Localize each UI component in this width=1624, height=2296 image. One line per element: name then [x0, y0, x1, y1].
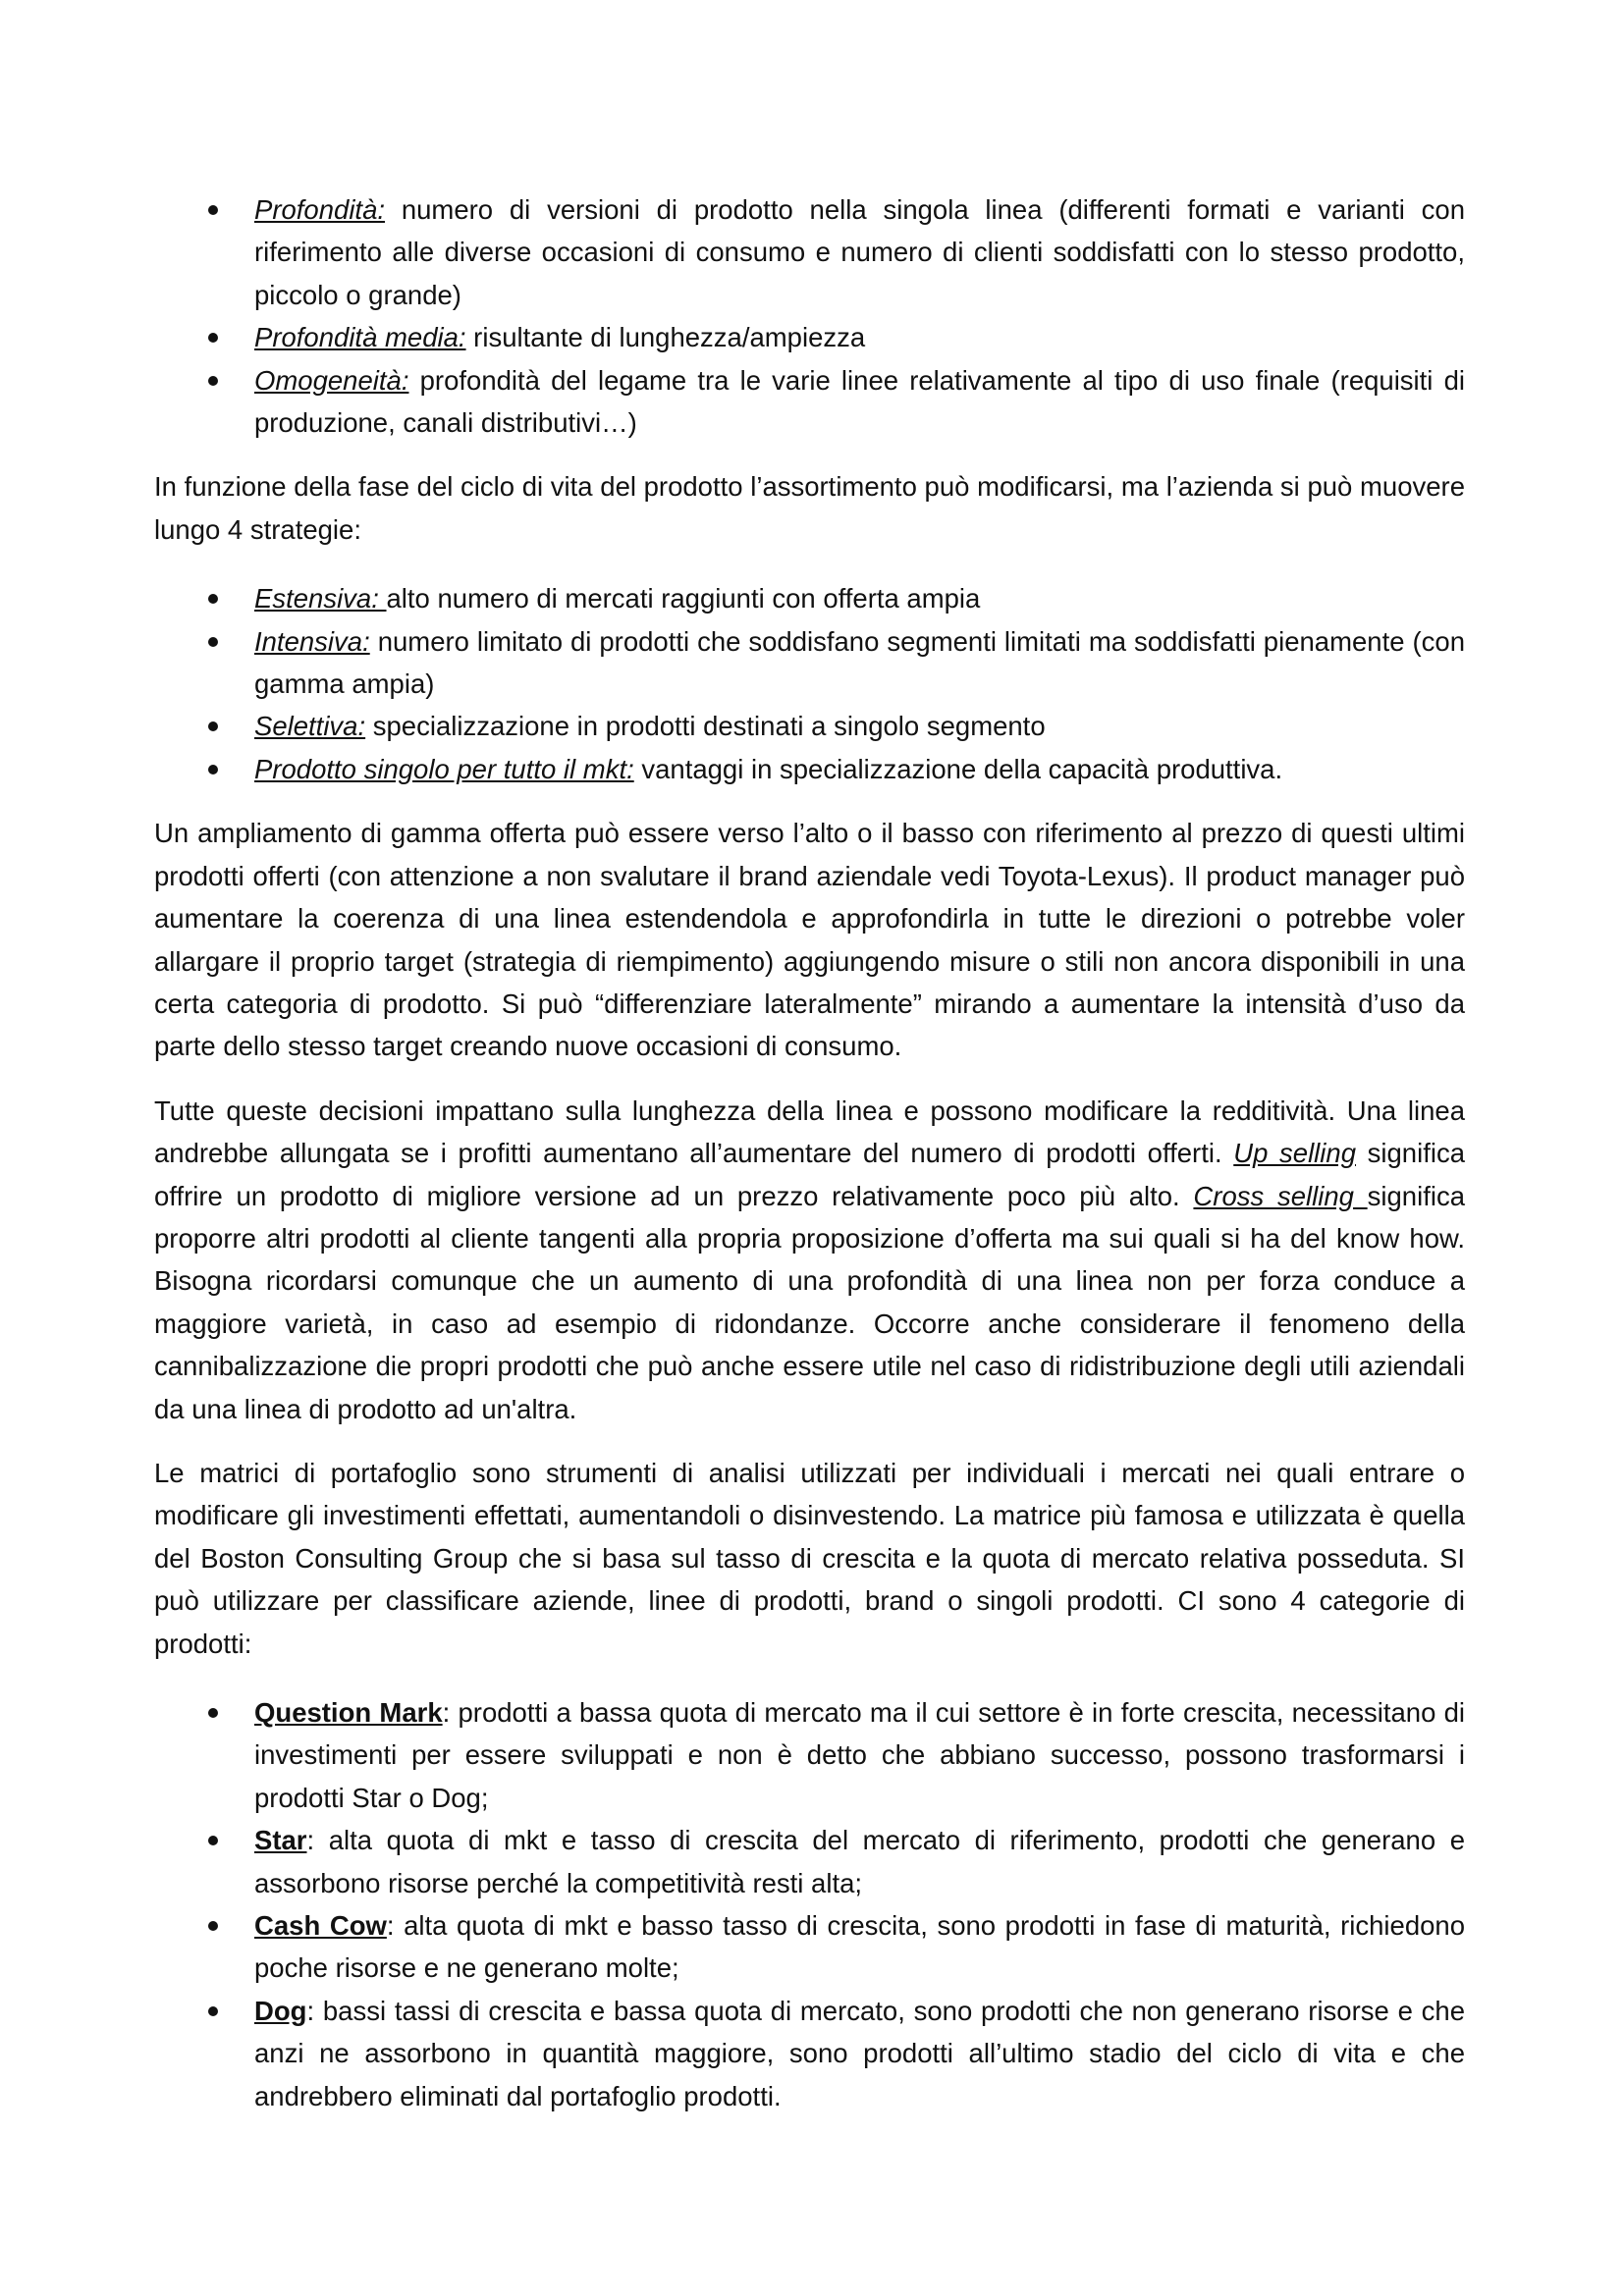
term-up-selling: Up selling: [1233, 1138, 1356, 1169]
item-text: : prodotti a bassa quota di mercato ma il cui settore è in forte crescita, necessitano di investimenti per essere sviluppati e non è detto che abbiano successo, possono trasformarsi i prodotti Star o Dog;: [254, 1697, 1466, 1813]
item-text: alto numero di mercati raggiunti con offerta ampia: [386, 583, 981, 614]
list-item: [154, 1691, 1465, 1819]
term-intensiva: Intensiva:: [254, 625, 370, 657]
item-text: vantaggi in specializzazione della capacità produttiva.: [633, 753, 1283, 784]
list-item: [154, 359, 1465, 445]
item-text: risultante di lunghezza/ampiezza: [465, 322, 866, 353]
list-item: [154, 705, 1465, 747]
list-item: [154, 620, 1465, 706]
item-text: numero limitato di prodotti che soddisfano segmenti limitati ma soddisfatti pienamente (con gamma ampia): [254, 625, 1465, 700]
item-text: specializzazione in prodotti destinati a singolo segmento: [365, 711, 1046, 742]
paragraph-text: Tutte queste decisioni impattano sulla lunghezza della linea e possono modificare la redditività. Una linea andrebbe allungata se i profitti aumentano all’aumentare del numero di prodotti offerti.: [154, 1095, 1465, 1169]
paragraph-range-extension: Un ampliamento di gamma offerta può essere verso l’alto o il basso con riferimento al prezzo di questi ultimi prodotti offerti (con attenzione a non svalutare il brand aziendale vedi Toyota-Lexus). Il product manager può aumentare la coerenza di una linea estendendola e approfondirla in tutte le direzioni o potrebbe voler allargare il proprio target (strategia di riempimento) aggiungendo misure o stili non ancora disponibili in una certa categoria di prodotto. Si può “differenziare lateralmente” mirando a aumentare la intensità d’uso da parte dello stesso target creando nuove occasioni di consumo.: [154, 818, 1465, 1062]
strategies-list: [154, 577, 1465, 790]
list-item: [154, 1819, 1465, 1904]
assortment-dimensions-list: [154, 188, 1465, 444]
list-item: [154, 188, 1465, 316]
item-text: : bassi tassi di crescita e bassa quota di mercato, sono prodotti che non generano risorse e che anzi ne assorbono in quantità maggiore, sono prodotti all’ultimo stadio del ciclo di vita e che andrebbero eliminati dal portafoglio prodotti.: [254, 1995, 1465, 2111]
paragraph-portfolio-matrix: Le matrici di portafoglio sono strumenti di analisi utilizzati per individuali i mercati nei quali entrare o modificare gli investimenti effettati, aumentandoli o disinvestendo. La matrice più famosa e utilizzata è quella del Boston Consulting Group che si basa sul tasso di crescita e la quota di mercato relativa posseduta. SI può utilizzare per classificare aziende, linee di prodotti, brand o singoli prodotti. CI sono 4 categorie di prodotti:: [154, 1457, 1465, 1659]
item-text: : alta quota di mkt e tasso di crescita del mercato di riferimento, prodotti che generano e assorbono risorse perché la competitività resti alta;: [254, 1825, 1465, 1898]
paragraph-strategies-intro: In funzione della fase del ciclo di vita del prodotto l’assortimento può modificarsi, ma l’azienda si può muovere lungo 4 strategie:: [154, 471, 1465, 545]
term-profondita-media: Profondità media:: [254, 322, 466, 353]
term-omogeneita: Omogeneità:: [254, 364, 409, 396]
term-star: Star: [254, 1825, 307, 1856]
item-text: profondità del legame tra le varie linee relativamente al tipo di uso finale (requisiti di produzione, canali distributivi…): [254, 364, 1465, 439]
list-item: [154, 748, 1465, 790]
term-profondita: Profondità:: [254, 194, 386, 225]
list-item: [154, 577, 1465, 619]
paragraph-text: significa offrire un prodotto di migliore versione ad un prezzo relativamente poco più alto.: [154, 1138, 1465, 1211]
term-cross-selling: Cross selling: [1193, 1180, 1368, 1211]
list-item: [154, 1904, 1465, 1990]
item-text: numero di versioni di prodotto nella singola linea (differenti formati e varianti con riferimento alle diverse occasioni di consumo e numero di clienti soddisfatti con lo stesso prodotto, piccolo o grande): [254, 194, 1465, 310]
term-question-mark: Question Mark: [254, 1697, 443, 1728]
list-item: [154, 316, 1465, 358]
term-selettiva: Selettiva:: [254, 711, 366, 742]
paragraph-line-length: [154, 1090, 1465, 1430]
term-estensiva: Estensiva:: [254, 583, 387, 614]
term-prodotto-singolo: Prodotto singolo per tutto il mkt:: [254, 753, 634, 784]
paragraph-text: significa proporre altri prodotti al cliente tangenti alla propria proposizione d’offerta ma sui quali si ha del know how. Bisogna ricordarsi comunque che un aumento di una profondità di una linea non per forza conduce a maggiore varietà, in caso ad esempio di ridondanze. Occorre anche considerare il fenomeno della cannibalizzazione die propri prodotti che può anche essere utile nel caso di ridistribuzione degli utili aziendali da una linea di prodotto ad un'altra.: [154, 1180, 1465, 1424]
bcg-categories-list: [154, 1691, 1465, 2117]
item-text: : alta quota di mkt e basso tasso di crescita, sono prodotti in fase di maturità, richiedono poche risorse e ne generano molte;: [254, 1910, 1465, 1984]
term-dog: Dog: [254, 1995, 307, 2026]
list-item: [154, 1990, 1465, 2117]
term-cash-cow: Cash Cow: [254, 1910, 387, 1942]
